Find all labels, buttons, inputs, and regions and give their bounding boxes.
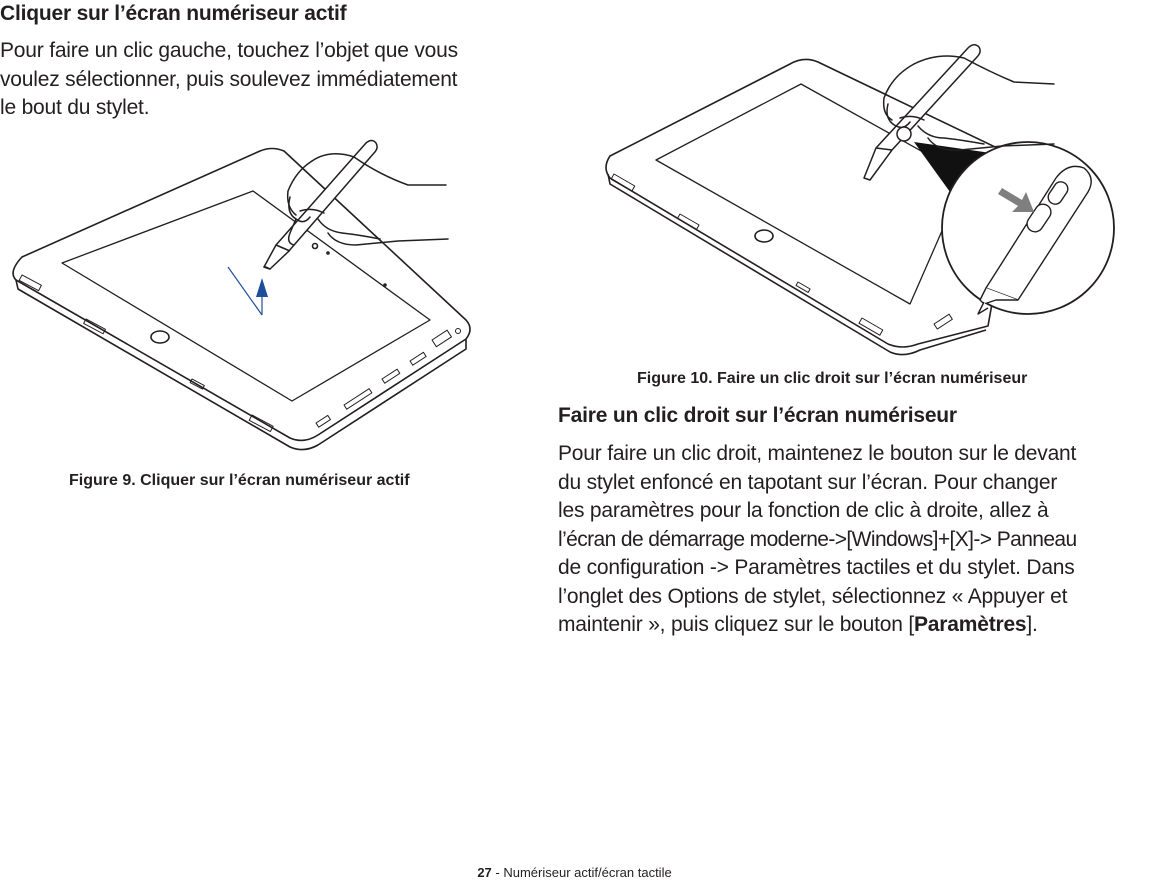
tablet-screen — [62, 191, 430, 401]
section-heading-right-click: Faire un clic droit sur l’écran numériseur — [558, 404, 957, 427]
paragraph-line: l’onglet des Options de stylet, sélectionnez « Appuyer et — [558, 584, 1068, 608]
paragraph-line: voulez sélectionner, puis soulevez immédiatement — [0, 67, 458, 91]
settings-button-label: Paramètres — [914, 613, 1027, 636]
paragraph-line: les paramètres pour la fonction de clic à droite, allez à — [558, 499, 1049, 522]
tap-indicator — [228, 267, 262, 315]
page-footer — [0, 865, 1149, 880]
blue-arrow-icon — [256, 278, 268, 297]
tablet-body — [13, 149, 470, 441]
paragraph-line: Pour faire un clic droit, maintenez le bouton sur le devant — [558, 442, 1077, 465]
paragraph-line-last — [558, 611, 1077, 640]
paragraph-line: Pour faire un clic gauche, touchez l’objet que vous — [0, 39, 458, 62]
page-number: 27 — [477, 865, 492, 880]
paragraph-line: le bout du stylet. — [0, 96, 150, 119]
home-button — [151, 331, 169, 343]
hand — [288, 154, 448, 245]
text-run: ]. — [1026, 613, 1038, 636]
figure-9-caption: Figure 9. Cliquer sur l’écran numériseur actif — [69, 472, 410, 489]
section-heading-left-click: Cliquer sur l’écran numériseur actif — [0, 2, 347, 25]
footer-section-title: Numériseur actif/écran tactile — [503, 865, 672, 880]
hand — [884, 56, 1054, 150]
paragraph-line: l’écran de démarrage moderne->[Windows]+[X]-> Panneau — [558, 527, 1077, 551]
figure-10-illustration — [598, 38, 1118, 356]
paragraph-line: de configuration -> Paramètres tactiles et du stylet. Dans — [558, 556, 1075, 579]
left-click-paragraph — [0, 37, 458, 123]
text-run: maintenir », puis cliquez sur le bouton [ — [558, 613, 914, 636]
home-button — [755, 230, 773, 242]
footer-separator: - — [491, 865, 504, 880]
right-click-paragraph — [558, 440, 1077, 640]
stylus — [264, 141, 377, 270]
figure-10-caption: Figure 10. Faire un clic droit sur l’écran numériseur — [637, 370, 1028, 387]
magnifier-callout — [942, 142, 1114, 314]
figure-9-illustration — [0, 135, 480, 455]
paragraph-line: du stylet enfoncé en tapotant sur l’écran. Pour changer — [558, 470, 1058, 494]
